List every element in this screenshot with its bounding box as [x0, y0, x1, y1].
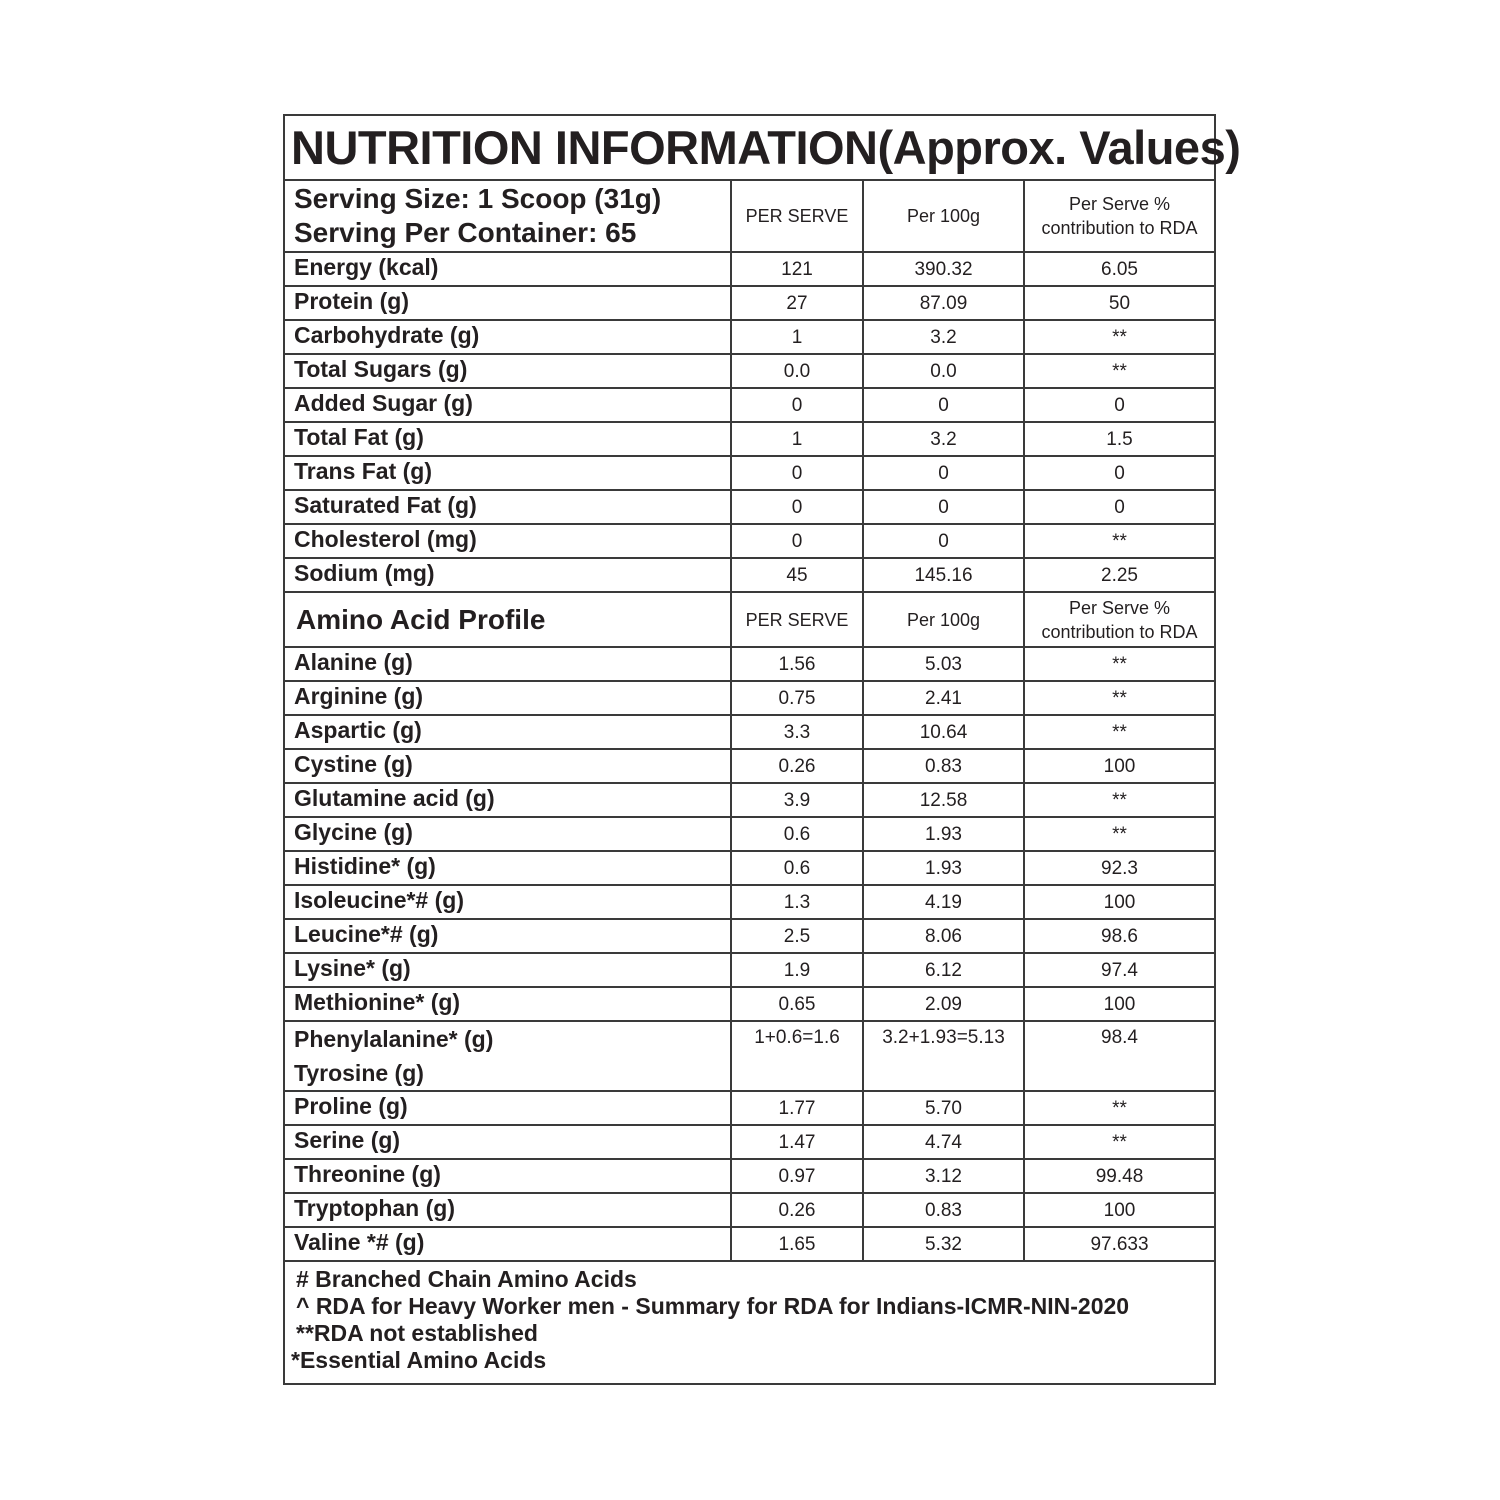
footnote-essential-amino-acids: *Essential Amino Acids — [291, 1347, 547, 1373]
amino-name-combined — [285, 1021, 731, 1091]
table-row — [285, 987, 1214, 1021]
nutrient-name: Cholesterol (mg) — [285, 524, 731, 558]
per-serve-value: 1.65 — [731, 1227, 863, 1261]
per-100g-value: 12.58 — [863, 783, 1024, 817]
table-row — [285, 558, 1214, 592]
footnote-rda-not-established: **RDA not established — [296, 1320, 538, 1346]
table-row — [285, 422, 1214, 456]
rda-value: 100 — [1024, 749, 1214, 783]
rda-value: ** — [1024, 354, 1214, 388]
per-serve-value: 0.26 — [731, 749, 863, 783]
per-serve-value: 1.9 — [731, 953, 863, 987]
table-row — [285, 647, 1214, 681]
per-100g-value: 3.2 — [863, 320, 1024, 354]
rda-value: 0 — [1024, 456, 1214, 490]
table-row — [285, 354, 1214, 388]
per-100g-value: 3.2+1.93=5.13 — [863, 1021, 1024, 1091]
footnote-rda-source: ^ RDA for Heavy Worker men - Summary for RDA for Indians-ICMR-NIN-2020 — [296, 1293, 1130, 1319]
per-serve-value: 1.77 — [731, 1091, 863, 1125]
col-header-rda — [1024, 181, 1214, 252]
amino-name: Threonine (g) — [285, 1159, 731, 1193]
nutrient-name: Total Fat (g) — [285, 422, 731, 456]
table-row — [285, 1159, 1214, 1193]
nutrient-name: Total Sugars (g) — [285, 354, 731, 388]
per-serve-value: 27 — [731, 286, 863, 320]
per-serve-value: 0.97 — [731, 1159, 863, 1193]
col-header-rda — [1024, 592, 1214, 647]
col-header-per-serve: PER SERVE — [731, 592, 863, 647]
table-row — [285, 851, 1214, 885]
rda-value: 92.3 — [1024, 851, 1214, 885]
amino-name: Methionine* (g) — [285, 987, 731, 1021]
amino-name: Isoleucine*# (g) — [285, 885, 731, 919]
serving-info — [285, 181, 731, 252]
per-100g-value: 1.93 — [863, 817, 1024, 851]
rda-value: 100 — [1024, 1193, 1214, 1227]
servings-per-container: Serving Per Container: 65 — [294, 217, 637, 248]
amino-name: Leucine*# (g) — [285, 919, 731, 953]
col-header-per-100g: Per 100g — [863, 181, 1024, 252]
per-100g-value: 4.74 — [863, 1125, 1024, 1159]
per-serve-value: 3.3 — [731, 715, 863, 749]
amino-name: Histidine* (g) — [285, 851, 731, 885]
table-row — [285, 252, 1214, 286]
table-row — [285, 953, 1214, 987]
nutrient-name: Protein (g) — [285, 286, 731, 320]
per-100g-value: 2.09 — [863, 987, 1024, 1021]
nutrient-name: Trans Fat (g) — [285, 456, 731, 490]
nutrient-name: Sodium (mg) — [285, 558, 731, 592]
rda-value: 6.05 — [1024, 252, 1214, 286]
nutrient-name: Energy (kcal) — [285, 252, 731, 286]
per-serve-value: 2.5 — [731, 919, 863, 953]
per-100g-value: 1.93 — [863, 851, 1024, 885]
amino-name-phenylalanine: Phenylalanine* (g) — [294, 1026, 494, 1052]
table-row-phenylalanine-tyrosine — [285, 1021, 1214, 1091]
per-serve-value: 1+0.6=1.6 — [731, 1021, 863, 1091]
nutrient-name: Carbohydrate (g) — [285, 320, 731, 354]
footnotes — [285, 1258, 1214, 1374]
amino-name: Glycine (g) — [285, 817, 731, 851]
per-serve-value: 3.9 — [731, 783, 863, 817]
per-serve-value: 1 — [731, 320, 863, 354]
nutrient-name: Saturated Fat (g) — [285, 490, 731, 524]
per-100g-value: 0 — [863, 456, 1024, 490]
per-100g-value: 0 — [863, 524, 1024, 558]
nutrition-table — [285, 181, 1214, 1262]
col-header-rda-line1: Per Serve % — [1068, 194, 1171, 214]
amino-profile-heading — [285, 592, 731, 647]
per-serve-value: 0.26 — [731, 1193, 863, 1227]
per-serve-value: 0 — [731, 456, 863, 490]
amino-name: Glutamine acid (g) — [285, 783, 731, 817]
rda-value: 97.633 — [1024, 1227, 1214, 1261]
rda-value: 97.4 — [1024, 953, 1214, 987]
col-header-per-serve: PER SERVE — [731, 181, 863, 252]
footnote-bcaa: # Branched Chain Amino Acids — [296, 1266, 637, 1292]
table-row — [285, 817, 1214, 851]
amino-name: Cystine (g) — [285, 749, 731, 783]
per-100g-value: 0 — [863, 490, 1024, 524]
rda-value: ** — [1024, 783, 1214, 817]
rda-value: ** — [1024, 817, 1214, 851]
rda-value: 2.25 — [1024, 558, 1214, 592]
rda-value: 99.48 — [1024, 1159, 1214, 1193]
amino-name: Serine (g) — [285, 1125, 731, 1159]
per-serve-value: 0 — [731, 490, 863, 524]
per-serve-value: 1.3 — [731, 885, 863, 919]
per-100g-value: 10.64 — [863, 715, 1024, 749]
col-header-rda-line1: Per Serve % — [1068, 597, 1171, 618]
per-serve-value: 121 — [731, 252, 863, 286]
per-serve-value: 45 — [731, 558, 863, 592]
panel-title: NUTRITION INFORMATION(Approx. Values) — [285, 116, 1214, 181]
amino-name: Alanine (g) — [285, 647, 731, 681]
per-100g-value: 8.06 — [863, 919, 1024, 953]
rda-value: 100 — [1024, 885, 1214, 919]
rda-value: ** — [1024, 715, 1214, 749]
per-100g-value: 6.12 — [863, 953, 1024, 987]
per-serve-value: 0.6 — [731, 817, 863, 851]
per-serve-value: 1 — [731, 422, 863, 456]
rda-value: ** — [1024, 1125, 1214, 1159]
table-row — [285, 490, 1214, 524]
amino-profile-title: Amino Acid Profile — [296, 603, 546, 635]
rda-value: 1.5 — [1024, 422, 1214, 456]
per-100g-value: 2.41 — [863, 681, 1024, 715]
col-header-rda-line2: contribution to RDA — [1041, 621, 1198, 642]
per-serve-value: 0.65 — [731, 987, 863, 1021]
per-100g-value: 0.0 — [863, 354, 1024, 388]
per-serve-value: 1.47 — [731, 1125, 863, 1159]
table-row — [285, 1091, 1214, 1125]
amino-name: Aspartic (g) — [285, 715, 731, 749]
per-serve-value: 1.56 — [731, 647, 863, 681]
table-row — [285, 749, 1214, 783]
table-row — [285, 885, 1214, 919]
amino-name: Proline (g) — [285, 1091, 731, 1125]
amino-name: Valine *# (g) — [285, 1227, 731, 1261]
per-serve-value: 0.75 — [731, 681, 863, 715]
per-100g-value: 0.83 — [863, 1193, 1024, 1227]
rda-value: 50 — [1024, 286, 1214, 320]
rda-value: ** — [1024, 524, 1214, 558]
amino-name: Lysine* (g) — [285, 953, 731, 987]
table-row — [285, 919, 1214, 953]
rda-value: 0 — [1024, 490, 1214, 524]
per-100g-value: 145.16 — [863, 558, 1024, 592]
table-row — [285, 1125, 1214, 1159]
rda-value: ** — [1024, 681, 1214, 715]
table-row — [285, 456, 1214, 490]
amino-header-row — [285, 592, 1214, 647]
per-serve-value: 0.0 — [731, 354, 863, 388]
nutrition-panel — [283, 114, 1241, 1385]
table-row — [285, 388, 1214, 422]
per-100g-value: 3.12 — [863, 1159, 1024, 1193]
serving-size: Serving Size: 1 Scoop (31g) — [294, 183, 662, 214]
per-100g-value: 0 — [863, 388, 1024, 422]
table-row — [285, 1193, 1214, 1227]
table-row — [285, 320, 1214, 354]
per-serve-value: 0 — [731, 388, 863, 422]
rda-value: 98.6 — [1024, 919, 1214, 953]
serving-header-row — [285, 181, 1214, 252]
per-100g-value: 5.03 — [863, 647, 1024, 681]
nutrient-name: Added Sugar (g) — [285, 388, 731, 422]
rda-value: ** — [1024, 320, 1214, 354]
amino-name: Tryptophan (g) — [285, 1193, 731, 1227]
rda-value: ** — [1024, 647, 1214, 681]
rda-value: 0 — [1024, 388, 1214, 422]
table-row — [285, 1227, 1214, 1261]
amino-name: Arginine (g) — [285, 681, 731, 715]
per-100g-value: 5.32 — [863, 1227, 1024, 1261]
per-serve-value: 0 — [731, 524, 863, 558]
col-header-rda-line2: contribution to RDA — [1041, 218, 1198, 238]
table-row — [285, 783, 1214, 817]
rda-value: ** — [1024, 1091, 1214, 1125]
table-row — [285, 715, 1214, 749]
per-100g-value: 0.83 — [863, 749, 1024, 783]
per-100g-value: 4.19 — [863, 885, 1024, 919]
amino-name-tyrosine: Tyrosine (g) — [294, 1060, 424, 1086]
per-100g-value: 3.2 — [863, 422, 1024, 456]
col-header-per-100g: Per 100g — [863, 592, 1024, 647]
table-row — [285, 524, 1214, 558]
table-row — [285, 286, 1214, 320]
rda-value: 98.4 — [1024, 1021, 1214, 1091]
per-serve-value: 0.6 — [731, 851, 863, 885]
table-row — [285, 681, 1214, 715]
rda-value: 100 — [1024, 987, 1214, 1021]
per-100g-value: 5.70 — [863, 1091, 1024, 1125]
per-100g-value: 87.09 — [863, 286, 1024, 320]
per-100g-value: 390.32 — [863, 252, 1024, 286]
